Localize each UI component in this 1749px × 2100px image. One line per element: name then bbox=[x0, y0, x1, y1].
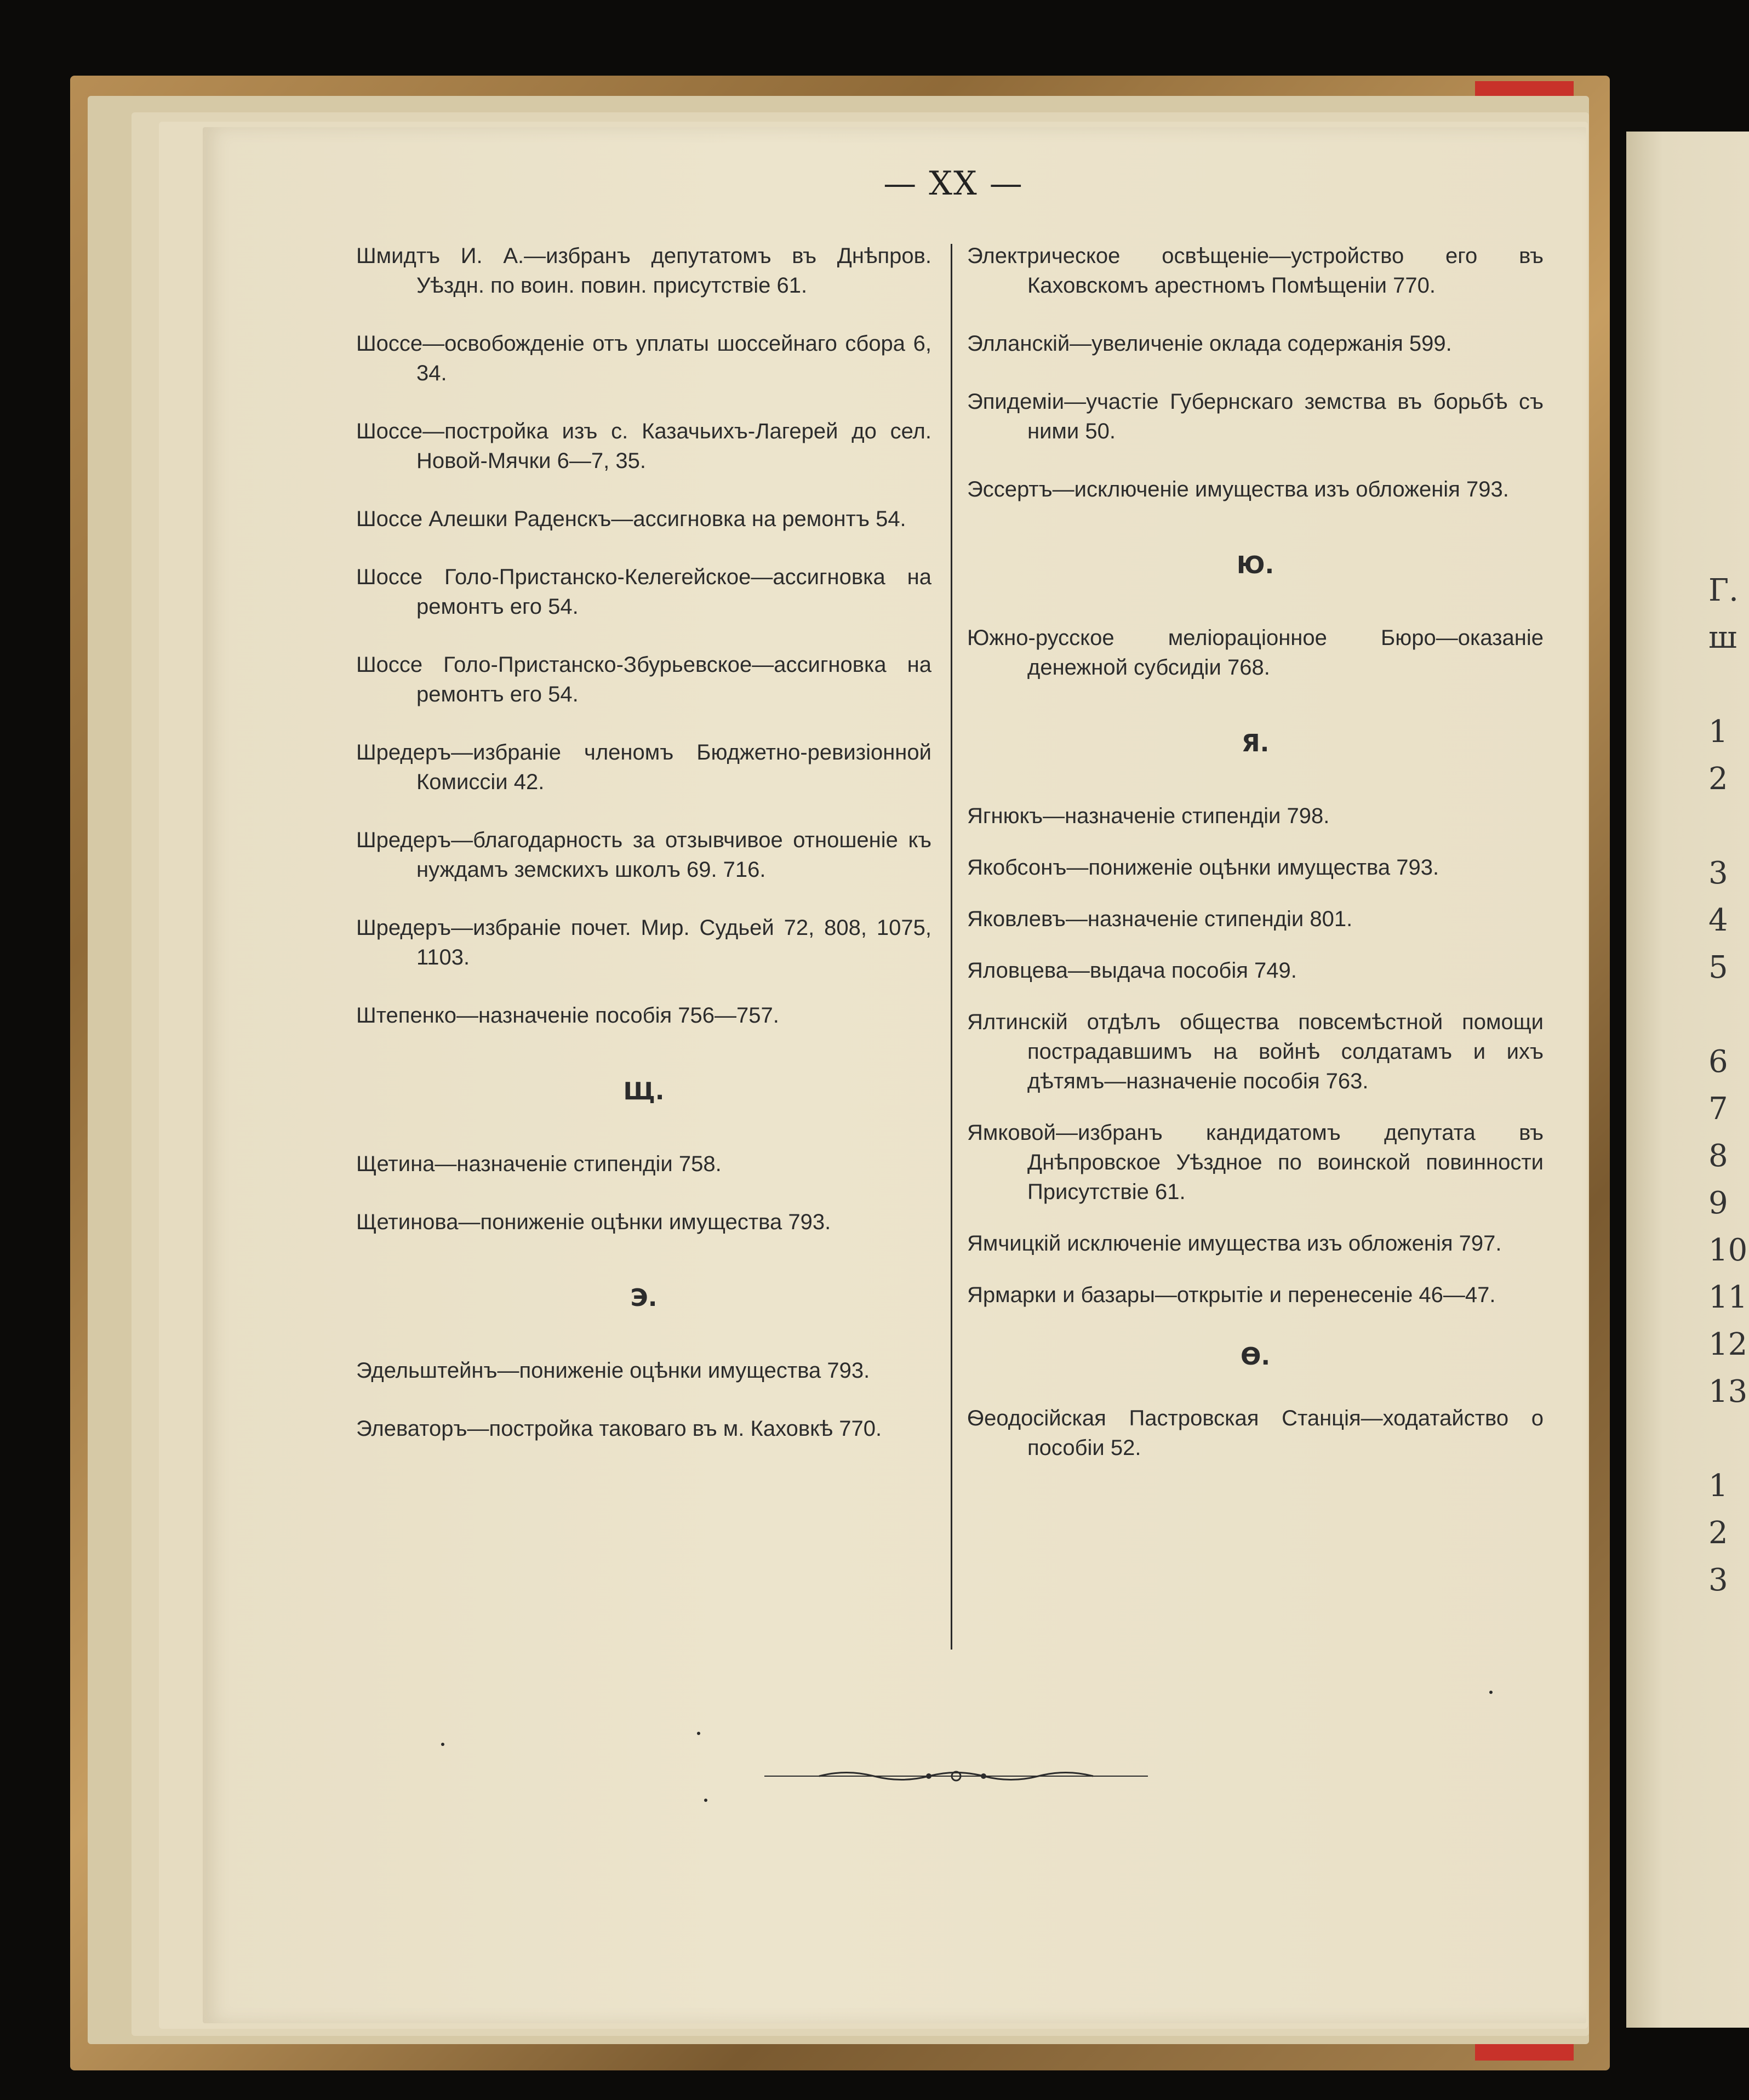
edge-char: 13 bbox=[1708, 1374, 1748, 1409]
edge-char: 8 bbox=[1708, 1138, 1728, 1174]
edge-char: 11 bbox=[1708, 1280, 1748, 1315]
edge-char: 9 bbox=[1708, 1185, 1728, 1221]
ink-speck bbox=[441, 1743, 444, 1746]
section-letter-e: Э. bbox=[630, 1284, 658, 1312]
edge-char: 7 bbox=[1708, 1091, 1728, 1127]
edge-char: 12 bbox=[1708, 1327, 1748, 1362]
section-letter-ya: Я. bbox=[1241, 729, 1270, 757]
index-entry: Щетинова—пониженіе оцѣнки имущества 793. bbox=[356, 1210, 831, 1234]
section-letter-yu: Ю. bbox=[1236, 551, 1274, 579]
index-column-left bbox=[356, 241, 931, 1472]
edge-char: Г. bbox=[1708, 573, 1739, 608]
page-number-header: — XX — bbox=[883, 164, 1024, 203]
index-entry: Эпидеміи—участіе Губернскаго земства въ борьбѣ съ ними 50. bbox=[967, 390, 1544, 443]
index-entry: Ягнюкъ—назначеніе стипендіи 798. bbox=[967, 804, 1330, 828]
index-entry: Штепенко—назначеніе пособія 756—757. bbox=[356, 1003, 779, 1028]
index-entry: Южно-русское меліораціонное Бюро—оказаніе денежной субсидіи 768. bbox=[967, 626, 1544, 680]
index-column-right bbox=[967, 241, 1544, 1491]
index-entry: Щетина—назначеніе стипендіи 758. bbox=[356, 1152, 722, 1176]
edge-char: ш bbox=[1708, 620, 1737, 655]
edge-char: 2 bbox=[1708, 761, 1728, 797]
index-entry: Элеваторъ—постройка таковаго въ м. Каховкѣ 770. bbox=[356, 1417, 882, 1441]
index-entry: Шоссе Голо-Пристанско-Збурьевское—ассигновка на ремонтъ его 54. bbox=[356, 653, 931, 706]
index-entry: Яковлевъ—назначеніе стипендіи 801. bbox=[967, 907, 1353, 931]
index-entry: Ѳеодосійская Пастровская Станція—ходатайство о пособіи 52. bbox=[967, 1406, 1544, 1460]
index-entry: Якобсонъ—пониженіе оцѣнки имущества 793. bbox=[967, 855, 1439, 880]
index-entry: Ярмарки и базары—открытіе и перенесеніе 46—47. bbox=[967, 1283, 1496, 1307]
index-entry: Ямковой—избранъ кандидатомъ депутата въ Днѣпровское Уѣздное по воинской повинности Присутствіе 61. bbox=[967, 1121, 1544, 1204]
edge-char: 6 bbox=[1708, 1044, 1728, 1080]
edge-char: 3 bbox=[1708, 855, 1728, 891]
index-entry: Ялтинскій отдѣлъ общества повсемѣстной помощи пострадавшимъ на войнѣ солдатамъ и ихъ дѣтямъ—назначеніе пособія 763. bbox=[967, 1010, 1544, 1093]
ink-speck bbox=[1489, 1691, 1493, 1694]
index-entry: Ямчицкій исключеніе имущества изъ обложенія 797. bbox=[967, 1231, 1502, 1256]
edge-char: 10 bbox=[1708, 1232, 1748, 1268]
index-entry: Шоссе Алешки Раденскъ—ассигновка на ремонтъ 54. bbox=[356, 507, 906, 531]
column-divider bbox=[951, 244, 952, 1650]
section-letter-shch: Щ. bbox=[623, 1077, 665, 1105]
edge-char: 4 bbox=[1708, 903, 1728, 938]
index-entry: Шоссе—постройка изъ с. Казачьихъ-Лагерей до сел. Новой-Мячки 6—7, 35. bbox=[356, 419, 931, 473]
index-entry: Шоссе Голо-Пристанско-Келегейское—ассигновка на ремонтъ его 54. bbox=[356, 565, 931, 619]
index-entry: Элланскій—увеличеніе оклада содержанія 599. bbox=[967, 332, 1452, 356]
edge-char: 1 bbox=[1708, 714, 1728, 750]
index-entry: Шмидтъ И. А.—избранъ депутатомъ въ Днѣпров. Уѣздн. по воин. повин. присутствіе 61. bbox=[356, 244, 931, 298]
ink-speck bbox=[697, 1732, 700, 1735]
section-letter-fita: Ѳ. bbox=[1240, 1343, 1271, 1371]
edge-char: 1 bbox=[1708, 1468, 1728, 1504]
index-entry: Шредеръ—избраніе членомъ Бюджетно-ревизіонной Комиссіи 42. bbox=[356, 740, 931, 794]
edge-char: 3 bbox=[1708, 1562, 1728, 1598]
index-entry: Эссертъ—исключеніе имущества изъ обложенія 793. bbox=[967, 477, 1509, 501]
facing-page-text-fragments bbox=[1708, 567, 1749, 1604]
index-entry: Электрическое освѣщеніе—устройство его въ Каховскомъ арестномъ Помѣщеніи 770. bbox=[967, 244, 1544, 298]
edge-char: 2 bbox=[1708, 1515, 1728, 1551]
edge-char: 5 bbox=[1708, 950, 1728, 985]
index-entry: Эдельштейнъ—пониженіе оцѣнки имущества 793. bbox=[356, 1359, 870, 1383]
index-entry: Шоссе—освобожденіе отъ уплаты шоссейнаго сбора 6, 34. bbox=[356, 332, 931, 385]
index-entry: Шредеръ—избраніе почет. Мир. Судьей 72, 808, 1075, 1103. bbox=[356, 916, 931, 969]
decorative-ornament-icon bbox=[764, 1768, 1148, 1784]
index-entry: Яловцева—выдача пособія 749. bbox=[967, 958, 1297, 983]
index-entry: Шредеръ—благодарность за отзывчивое отношеніе къ нуждамъ земскихъ школъ 69. 716. bbox=[356, 828, 931, 882]
ink-speck bbox=[704, 1799, 707, 1802]
